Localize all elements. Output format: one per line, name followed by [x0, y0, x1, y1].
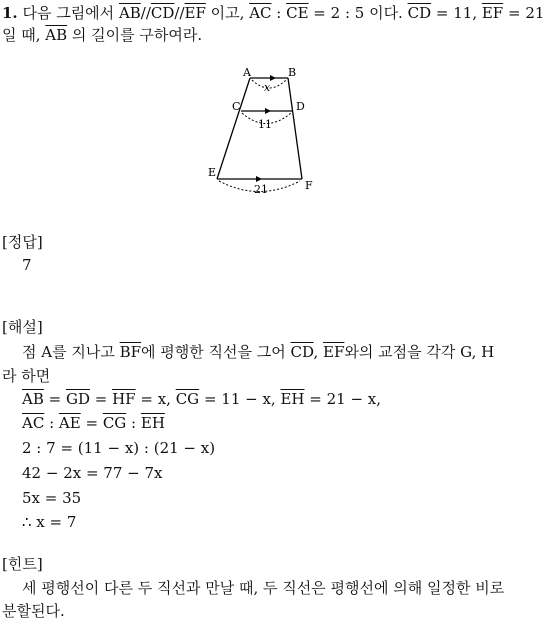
- segment-ef: $\overline{EF}$: [323, 343, 345, 361]
- solution-header: [해설]: [2, 318, 43, 336]
- label-f: F: [305, 179, 313, 192]
- eq-text: :: [126, 414, 141, 432]
- eq-text: =: [80, 414, 103, 432]
- segment-ab: $\overline{AB}$: [118, 4, 141, 22]
- colon: :: [271, 4, 287, 22]
- answer-header: [정답]: [2, 233, 43, 251]
- solution-line-1: [22, 341, 494, 362]
- segment-gd: $\overline{GD}$: [65, 390, 90, 408]
- segment-bf: $\overline{BF}$: [119, 343, 142, 361]
- cd-value: = 11,: [431, 4, 482, 22]
- line-ae: [217, 78, 250, 179]
- segment-ef: $\overline{EF}$: [184, 4, 206, 22]
- eq-text: = 11 − x,: [199, 390, 281, 408]
- segment-ab: $\overline{AB}$: [22, 390, 44, 408]
- segment-cg: $\overline{CG}$: [102, 414, 127, 432]
- segment-cd: $\overline{CD}$: [407, 4, 432, 22]
- arrow-ab: [270, 75, 276, 81]
- answer-value: 7: [22, 256, 32, 274]
- segment-cd: $\overline{CD}$: [150, 4, 175, 22]
- label-b: B: [288, 66, 297, 79]
- trapezoid-figure: [0, 60, 535, 260]
- hint-header: [힌트]: [2, 555, 43, 573]
- problem-line-1: [2, 2, 544, 23]
- segment-ae: $\overline{AE}$: [58, 414, 81, 432]
- label-x: x: [264, 81, 271, 94]
- equation-3: 2 : 7 = (11 − x) : (21 − x): [22, 439, 216, 457]
- label-11: 11: [258, 118, 272, 131]
- segment-ac: $\overline{AC}$: [249, 4, 272, 22]
- equation-4: 42 − 2x = 77 − 7x: [22, 464, 163, 482]
- segment-eh: $\overline{EH}$: [280, 390, 305, 408]
- comma: ,: [313, 343, 324, 361]
- segment-ab: $\overline{AB}$: [45, 26, 68, 44]
- label-e: E: [208, 166, 217, 179]
- problem-text: 일 때,: [2, 26, 46, 44]
- solution-text: 에 평행한 직선을 그어: [141, 343, 291, 361]
- parallel-sign: //: [174, 4, 185, 22]
- ratio-text: = 2 : 5 이다.: [308, 4, 408, 22]
- segment-cg: $\overline{CG}$: [175, 390, 200, 408]
- equation-5: 5x = 35: [22, 489, 82, 507]
- solution-text: 점 A를 지나고: [22, 343, 120, 361]
- hint-line-1: 세 평행선이 다른 두 직선과 만날 때, 두 직선은 평행선에 의해 일정한 비로: [22, 579, 505, 597]
- ef-value: = 21: [503, 4, 544, 22]
- solution-text: 와의 교점을 각각 G, H: [344, 343, 495, 361]
- equation-6: ∴ x = 7: [22, 513, 77, 531]
- eq-text: :: [44, 414, 59, 432]
- equation-1: [22, 390, 381, 408]
- eq-text: = x,: [135, 390, 176, 408]
- eq-text: = 21 − x,: [304, 390, 382, 408]
- equation-2: [22, 414, 165, 432]
- segment-hf: $\overline{HF}$: [112, 390, 136, 408]
- solution-line-2: 라 하면: [2, 367, 51, 385]
- segment-ac: $\overline{AC}$: [22, 414, 45, 432]
- segment-ef: $\overline{EF}$: [481, 4, 504, 22]
- arrow-cd: [265, 108, 271, 114]
- problem-text: 의 길이를 구하여라.: [67, 26, 203, 44]
- label-21: 21: [254, 183, 268, 196]
- line-bf: [288, 78, 302, 179]
- label-d: D: [296, 100, 305, 113]
- problem-intro: 다음 그림에서: [22, 4, 119, 22]
- label-c: C: [232, 100, 241, 113]
- hint-line-2: 분할된다.: [2, 602, 65, 620]
- problem-line-2: [2, 24, 202, 45]
- segment-ce: $\overline{CE}$: [286, 4, 309, 22]
- problem-number: 1.: [2, 4, 18, 22]
- segment-eh: $\overline{EH}$: [140, 414, 165, 432]
- arrow-ef: [256, 176, 262, 182]
- parallel-sign: //: [140, 4, 151, 22]
- eq-text: =: [43, 390, 66, 408]
- problem-text: 이고,: [205, 4, 250, 22]
- eq-text: =: [89, 390, 113, 408]
- segment-cd: $\overline{CD}$: [290, 343, 314, 361]
- label-a: A: [243, 66, 251, 79]
